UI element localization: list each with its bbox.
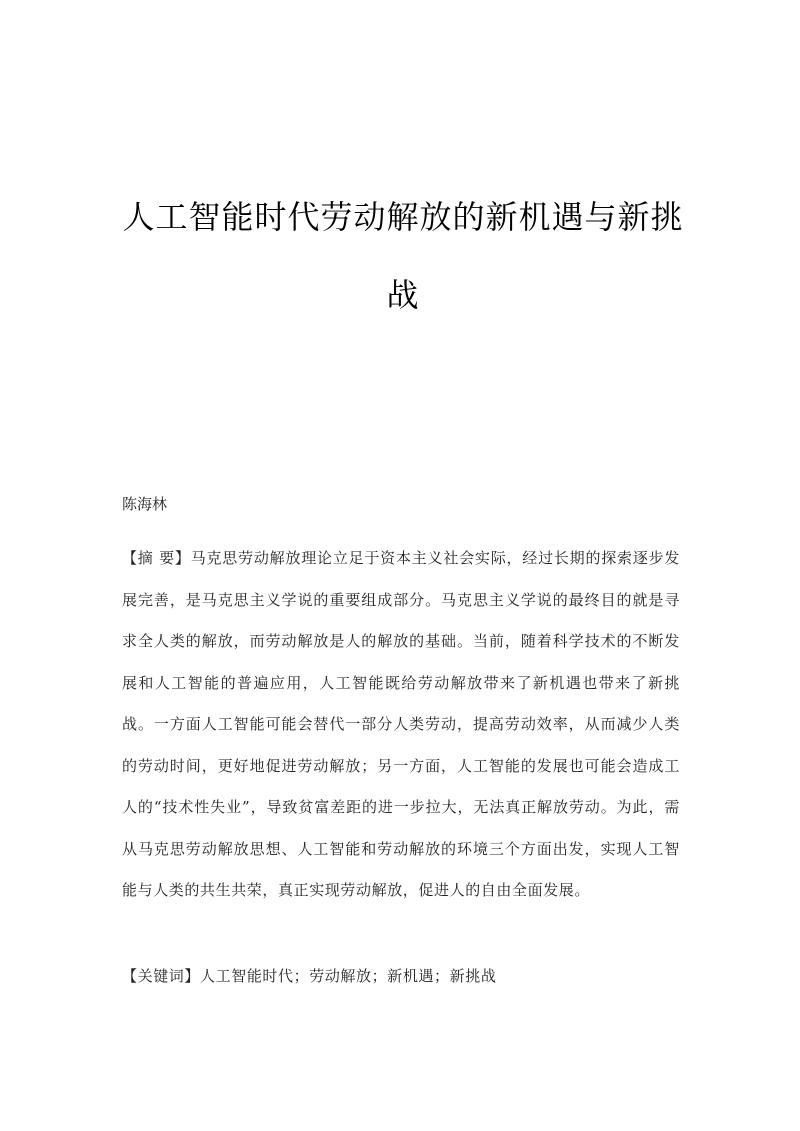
abstract-paragraph: [122, 538, 680, 912]
abstract-label: 【摘 要】: [122, 549, 191, 567]
keywords-text: 人工智能时代；劳动解放；新机遇；新挑战: [200, 967, 497, 985]
keywords-paragraph: [122, 964, 680, 988]
author-name: 陈海林: [122, 495, 168, 513]
abstract-text: 马克思劳动解放理论立足于资本主义社会实际，经过长期的探索逐步发展完善，是马克思主义学说的重要组成部分。马克思主义学说的最终目的就是寻求全人类的解放，而劳动解放是人的解放的基础。当前，随着科学技术的不断发展和人工智能的普遍应用，人工智能既给劳动解放带来了新机遇也带来了新挑战。一方面人工智能可能会替代一部分人类劳动，提高劳动效率，从而减少人类的劳动时间，更好地促进劳动解放；另一方面，人工智能的发展也可能会造成工人的“技术性失业”，导致贫富差距的进一步拉大，无法真正解放劳动。为此，需从马克思劳动解放思想、人工智能和劳动解放的环境三个方面出发，实现人工智能与人类的共生共荣，真正实现劳动解放，促进人的自由全面发展。: [122, 549, 680, 899]
keywords-label: 【关键词】: [122, 967, 201, 985]
paper-title: 人工智能时代劳动解放的新机遇与新挑战: [122, 198, 684, 314]
